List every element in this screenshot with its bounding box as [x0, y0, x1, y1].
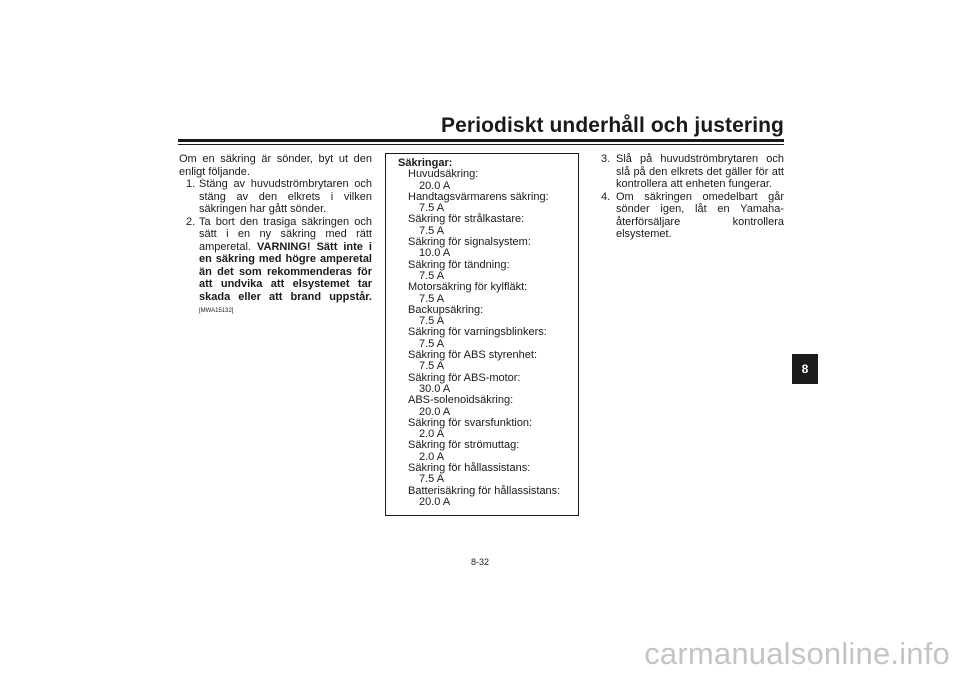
fuse-name: Säkring för tändning: — [408, 258, 510, 271]
fuse-value: 2.0 A — [419, 428, 445, 441]
step-number: 4. — [601, 190, 611, 203]
fuse-name: Säkring för strömuttag: — [408, 439, 520, 452]
step-number: 3. — [601, 153, 611, 165]
fuse-name: Handtagsvärmarens säkring: — [408, 190, 549, 203]
fuse-value: 20.0 A — [419, 495, 451, 508]
step-text: Stäng av huvudströmbrytaren och stäng av den elkrets i vilken säkringen har gått sönder. — [199, 178, 372, 215]
fuse-name: Säkring för hållassistans: — [408, 462, 531, 475]
step-text: Om säkringen omedelbart går sönder igen, låt en Yamaha-återförsäljare kontrollera elsystemet. — [616, 190, 784, 240]
fuse-value: 7.5 A — [419, 473, 445, 486]
page-title: Periodiskt underhåll och justering — [441, 114, 784, 137]
fuse-value: 7.5 A — [419, 337, 445, 350]
intro-paragraph: Om en säkring är sönder, byt ut den enligt följande. — [179, 153, 372, 178]
right-column — [598, 153, 784, 241]
step-item — [598, 153, 784, 191]
fuse-value: 7.5 A — [419, 224, 445, 237]
fuse-value: 30.0 A — [419, 382, 451, 395]
chapter-tab: 8 — [792, 354, 818, 384]
fuse-value: 7.5 A — [419, 269, 445, 282]
fuse-value: 7.5 A — [419, 292, 445, 305]
step-number: 1. — [186, 178, 196, 190]
fuse-name: Säkring för ABS-motor: — [408, 371, 521, 384]
fuse-name: Säkring för svarsfunktion: — [408, 416, 533, 429]
fuse-name: Säkring för ABS styrenhet: — [408, 349, 538, 362]
left-column — [179, 153, 372, 318]
fuse-name: Säkring för strålkastare: — [408, 213, 525, 226]
watermark: carmanualsonline.info — [644, 636, 950, 671]
header-rule — [178, 139, 784, 142]
fuse-value: 20.0 A — [419, 179, 451, 192]
fuse-list-box — [385, 153, 579, 516]
page-number: 8-32 — [470, 557, 489, 567]
warning-text: VARNING! Sätt inte i en säkring med högre amperetal än det som rekommenderas för att undvika att elsystemet tar skada eller att brand uppstår. — [199, 240, 372, 303]
fuse-value: 20.0 A — [419, 405, 451, 418]
fuse-value: 2.0 A — [419, 450, 445, 463]
fuse-name: Motorsäkring för kylfläkt: — [408, 281, 528, 294]
fuse-value: 7.5 A — [419, 315, 445, 328]
header-rule-thin — [178, 144, 784, 145]
fuse-name: Säkring för signalsystem: — [408, 236, 531, 249]
step-item — [179, 216, 372, 318]
step-text — [199, 216, 372, 318]
fuse-name: ABS-solenoidsäkring: — [408, 394, 514, 407]
fuse-name: Säkring för varningsblinkers: — [408, 326, 547, 339]
step-text-body: Ta bort den trasiga säkringen och sätt i en ny säkring med rätt amperetal. — [199, 215, 372, 253]
warning-code: [MWA15132] — [199, 308, 234, 314]
fuse-name: Huvudsäkring: — [408, 168, 479, 181]
step-number: 2. — [186, 215, 196, 228]
fuse-value: 10.0 A — [419, 247, 451, 260]
fuse-name: Backupsäkring: — [408, 303, 484, 316]
fuse-name: Batterisäkring för hållassistans: — [408, 484, 561, 497]
step-item — [598, 191, 784, 241]
fuse-list-title: Säkringar: — [398, 157, 453, 169]
step-item — [179, 178, 372, 216]
fuse-value: 7.5 A — [419, 202, 445, 215]
step-text: Slå på huvudströmbrytaren och slå på den elkrets det gäller för att kontrollera att enheten fungerar. — [616, 153, 784, 190]
fuse-value: 7.5 A — [419, 360, 445, 373]
